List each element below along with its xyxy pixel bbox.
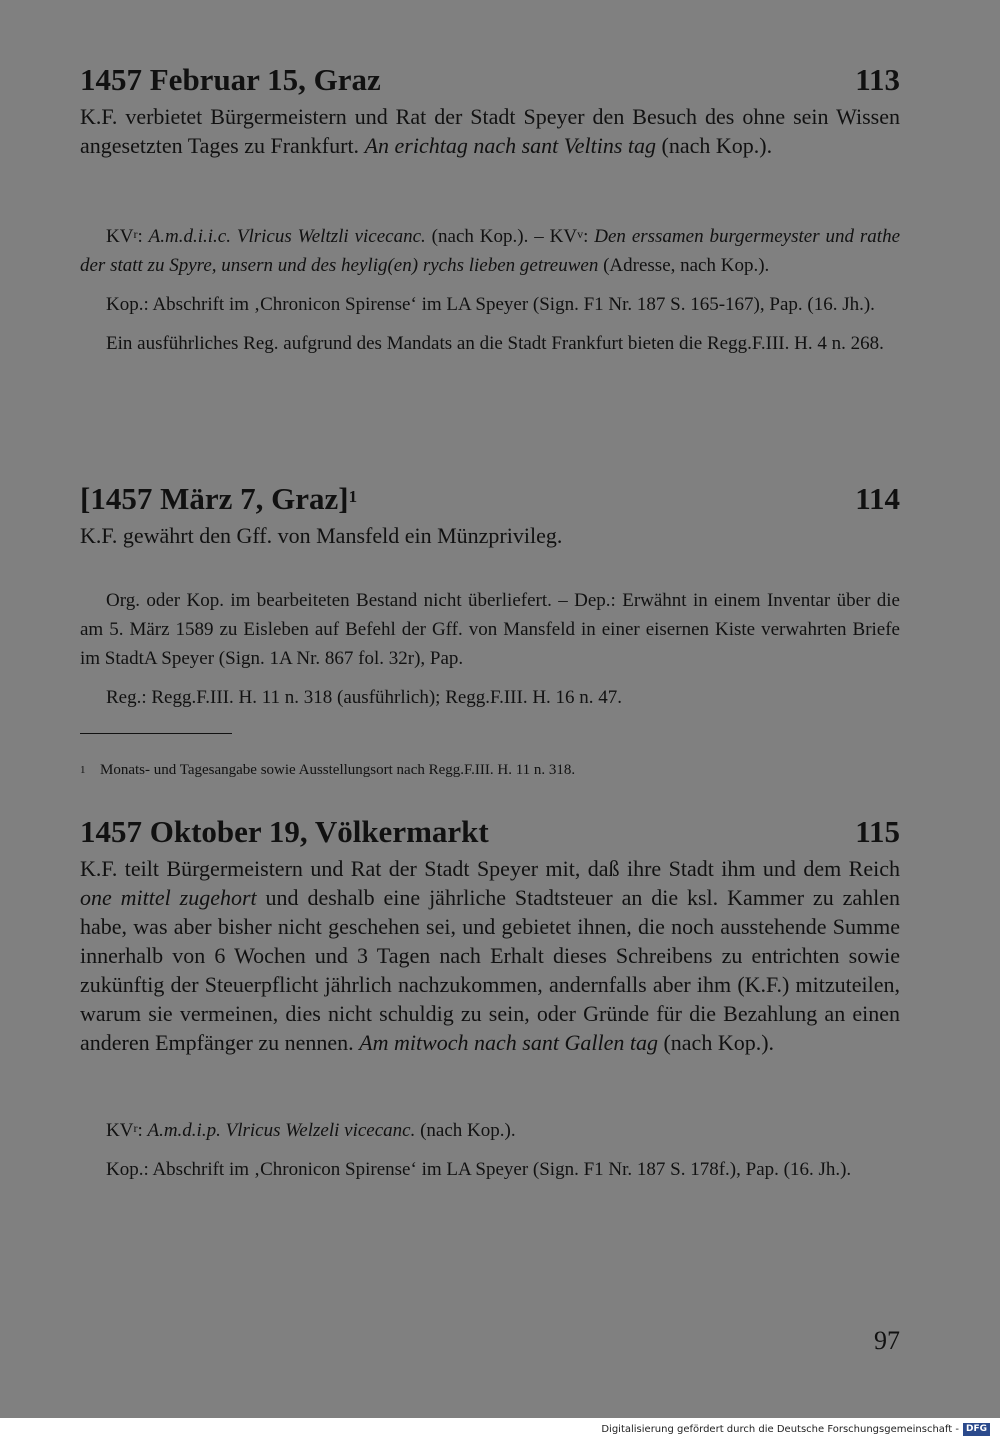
digitization-credit xyxy=(601,1421,990,1437)
reg-note: Ein ausführliches Reg. aufgrund des Mandats an die Stadt Frankfurt bieten die Regg.F.III. H. 4 n. 268. xyxy=(106,333,884,354)
kop-note: Kop.: Abschrift im ‚Chronicon Spirense‘ im LA Speyer (Sign. F1 Nr. 187 S. 165-167), Pap. (16. Jh.). xyxy=(106,294,875,315)
entry-summary: K.F. verbietet Bürgermeistern und Rat der Stadt Speyer den Besuch des ohne sein Wissen angesetzten Tages zu Frankfurt. An erichtag nach sant Veltins tag (nach Kop.). xyxy=(80,104,900,158)
entry-113 xyxy=(80,62,900,160)
credit-text: Digitalisierung gefördert durch die Deutsche Forschungsgemeinschaft - xyxy=(601,1423,959,1435)
entry-number: 113 xyxy=(855,62,900,97)
entry-date: 1457 Februar 15, Graz xyxy=(80,62,381,97)
entry-115 xyxy=(80,814,900,1057)
footnote-ref: 1 xyxy=(348,487,358,506)
page-number: 97 xyxy=(874,1326,900,1355)
footnote-text: Monats- und Tagesangabe sowie Ausstellungsort nach Regg.F.III. H. 11 n. 318. xyxy=(100,762,576,778)
entry-heading xyxy=(80,814,900,850)
entry-113-notes xyxy=(80,222,900,358)
entry-heading xyxy=(80,481,900,517)
entry-number: 115 xyxy=(855,814,900,849)
entry-heading xyxy=(80,62,900,98)
entry-114-notes xyxy=(80,586,900,712)
entry-number: 114 xyxy=(855,481,900,516)
footnote xyxy=(80,760,900,780)
entry-114 xyxy=(80,481,900,550)
footnote-divider xyxy=(80,733,232,734)
footnote-mark: 1 xyxy=(80,764,86,776)
entry-date: [1457 März 7, Graz]$^1$ xyxy=(80,481,358,516)
org-note: Org. oder Kop. im bearbeiteten Bestand nicht überliefert. – Dep.: Erwähnt in einem Inventar über die am 5. März 1589 zu Eisleben auf Befehl der Gff. von Mansfeld in einer eisernen Kiste verwahrten Briefe im StadtA Speyer (Sign. 1A Nr. 867 fol. 32r), Pap. xyxy=(80,590,900,669)
kv-note: $KV^r$: A.m.d.i.p. Vlricus Welzeli vicecanc. (nach Kop.). xyxy=(106,1120,516,1141)
entry-date: 1457 Oktober 19, Völkermarkt xyxy=(80,814,489,849)
reg-note: Reg.: Regg.F.III. H. 11 n. 318 (ausführlich); Regg.F.III. H. 16 n. 47. xyxy=(106,687,623,708)
entry-summary: K.F. teilt Bürgermeistern und Rat der Stadt Speyer mit, daß ihre Stadt ihm und dem Reich one mittel zugehort und deshalb eine jährliche Stadtsteuer an die ksl. Kammer zu zahlen habe, was aber bisher nicht geschehen sei, und gebietet ihnen, die noch ausstehende Summe innerhalb von 6 Wochen und 3 Tagen nach Erhalt dieses Schreibens zu entrichten sowie zukünftig der Steuerpflicht jährlich nachzukommen, andernfalls aber ihm (K.F.) mitzuteilen, warum sie vermeinen, dies nicht schuldig zu sein, oder Gründe für die Bezahlung an einen anderen Empfänger zu nennen. Am mitwoch nach sant Gallen tag (nach Kop.). xyxy=(80,856,900,1055)
entry-115-notes xyxy=(80,1116,900,1184)
dfg-logo-icon: DFG xyxy=(963,1423,990,1436)
entry-summary: K.F. gewährt den Gff. von Mansfeld ein Münzprivileg. xyxy=(80,523,563,548)
kv-note: $KV^r$: A.m.d.i.i.c. Vlricus Weltzli vicecanc. (nach Kop.). – $KV^v$: Den erssamen burgermeyster und rathe der statt zu Spyre, unsern und des heylig(en) rychs lieben getreuwen (Adresse, nach Kop.). xyxy=(80,226,901,276)
kop-note: Kop.: Abschrift im ‚Chronicon Spirense‘ im LA Speyer (Sign. F1 Nr. 187 S. 178f.), Pap. (16. Jh.). xyxy=(106,1159,852,1180)
